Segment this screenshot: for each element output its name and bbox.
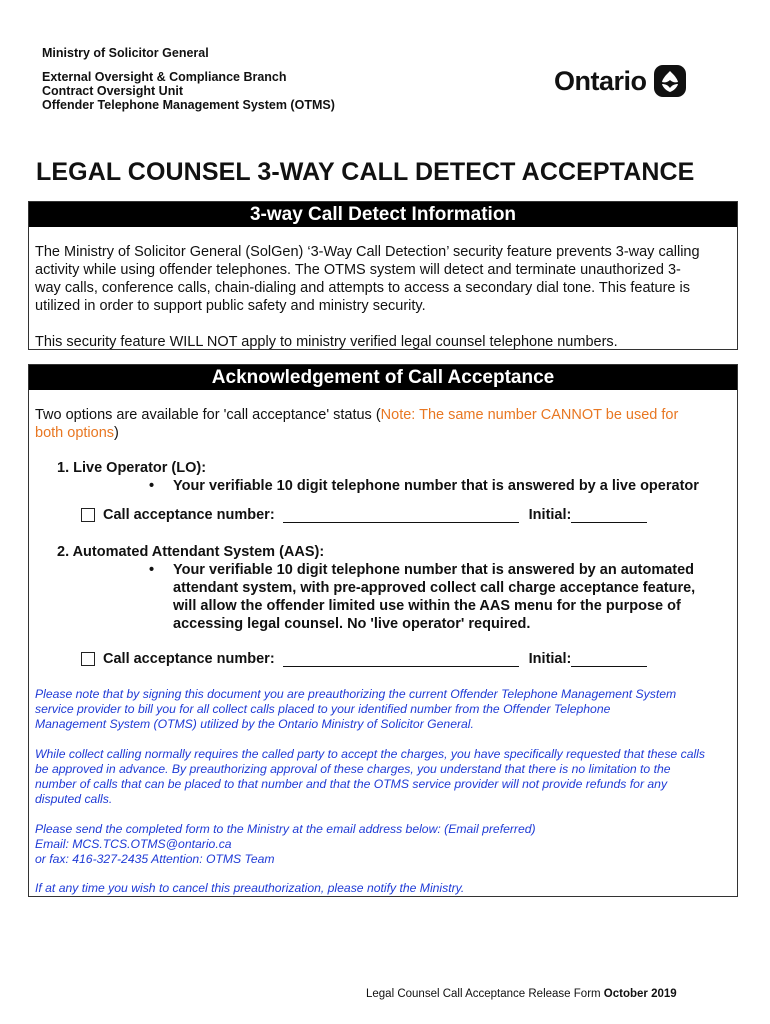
bullet-text: accessing legal counsel. No 'live operator' required. (173, 616, 531, 632)
info-line: utilized in order to support public safety and ministry security. (35, 298, 426, 314)
option-2-bullet (149, 561, 695, 633)
preauthorization-notice (29, 747, 711, 807)
option-1-bullet (149, 477, 699, 495)
bullet-text: attendant system, with pre-approved collect call charge acceptance feature, (173, 580, 696, 596)
initial-field[interactable] (571, 652, 647, 667)
footer-text: Legal Counsel Call Acceptance Release Form (366, 988, 604, 1000)
notice-line: Management System (OTMS) utilized by the Ontario Ministry of Solicitor General. (35, 717, 474, 731)
intro-note: both options (35, 425, 115, 441)
info-line: way calls, conference calls, chain-dialing and attempts to access a secondary dial tone. This feature is (35, 280, 690, 296)
initial-label: Initial: (528, 507, 572, 523)
bullet-text: Your verifiable 10 digit telephone number that is answered by a live operator (173, 478, 699, 494)
option-1-entry (81, 507, 647, 523)
option-2-entry (81, 651, 647, 667)
notice-line: disputed calls. (35, 792, 113, 806)
ministry-name: Ministry of Solicitor General (42, 46, 209, 60)
logo-text: Ontario (554, 65, 647, 96)
acknowledgement-section (28, 364, 738, 897)
bullet-icon: • (149, 562, 155, 578)
page-title: LEGAL COUNSEL 3-WAY CALL DETECT ACCEPTANCE (36, 158, 695, 186)
billing-notice (29, 687, 682, 732)
section-heading: Acknowledgement of Call Acceptance (29, 365, 737, 390)
bullet-icon: • (149, 478, 155, 494)
initial-field[interactable] (571, 508, 647, 523)
trillium-icon (653, 64, 687, 98)
ontario-logo (554, 64, 687, 98)
branch-name: External Oversight & Compliance Branch (42, 70, 287, 84)
options-intro (29, 406, 737, 442)
security-note: This security feature WILL NOT apply to ministry verified legal counsel telephone numbers. (35, 334, 618, 350)
option-1-title: 1. Live Operator (LO): (57, 460, 207, 476)
notice-line: be approved in advance. By preauthorizing approval of these charges, you understand that there is no limitation to the (35, 762, 671, 776)
section-heading: 3-way Call Detect Information (29, 202, 737, 227)
submission-notice (29, 822, 542, 867)
info-paragraph (29, 243, 737, 315)
info-line: activity while using offender telephones. The OTMS system will detect and terminate unauthorized 3- (35, 262, 681, 278)
fax-number: or fax: 416-327-2435 Attention: OTMS Team (35, 852, 275, 866)
info-line: The Ministry of Solicitor General (SolGen) ‘3-Way Call Detection’ security feature prevents 3-way calling (35, 244, 700, 260)
notice-line: number of calls that can be placed to that number and that the OTMS service provider will not provide refunds for any (35, 777, 668, 791)
call-acceptance-number-field[interactable] (283, 508, 519, 523)
notice-line: Please send the completed form to the Ministry at the email address below: (Email preferred) (35, 822, 536, 836)
footer (366, 988, 677, 1000)
bullet-text: Your verifiable 10 digit telephone number that is answered by an automated (173, 562, 695, 578)
bullet-text: will allow the offender limited use within the AAS menu for the purpose of (173, 598, 681, 614)
system-name: Offender Telephone Management System (OTMS) (42, 98, 335, 112)
notice-line: While collect calling normally requires the called party to accept the charges, you have specifically requested that these calls (35, 747, 705, 761)
call-detect-section (28, 201, 738, 350)
intro-text: Two options are available for 'call acceptance' status ( (35, 407, 381, 423)
option-2-checkbox[interactable] (81, 652, 95, 666)
number-label: Call acceptance number: (103, 651, 275, 667)
notice-line: Please note that by signing this document you are preauthorizing the current Offender Telephone Management System (35, 687, 677, 701)
intro-note: Note: The same number CANNOT be used for (380, 407, 679, 423)
footer-date: October 2019 (603, 988, 677, 1000)
notice-line: service provider to bill you for all collect calls placed to your identified number from the Offender Telephone (35, 702, 611, 716)
initial-label: Initial: (528, 651, 572, 667)
header-block (42, 46, 335, 112)
option-1-checkbox[interactable] (81, 508, 95, 522)
call-acceptance-number-field[interactable] (283, 652, 519, 667)
number-label: Call acceptance number: (103, 507, 275, 523)
option-2-title: 2. Automated Attendant System (AAS): (57, 544, 325, 560)
intro-suffix: ) (114, 425, 119, 441)
email-address: Email: MCS.TCS.OTMS@ontario.ca (35, 837, 232, 851)
unit-name: Contract Oversight Unit (42, 84, 183, 98)
cancel-notice: If at any time you wish to cancel this preauthorization, please notify the Ministry. (35, 881, 465, 895)
